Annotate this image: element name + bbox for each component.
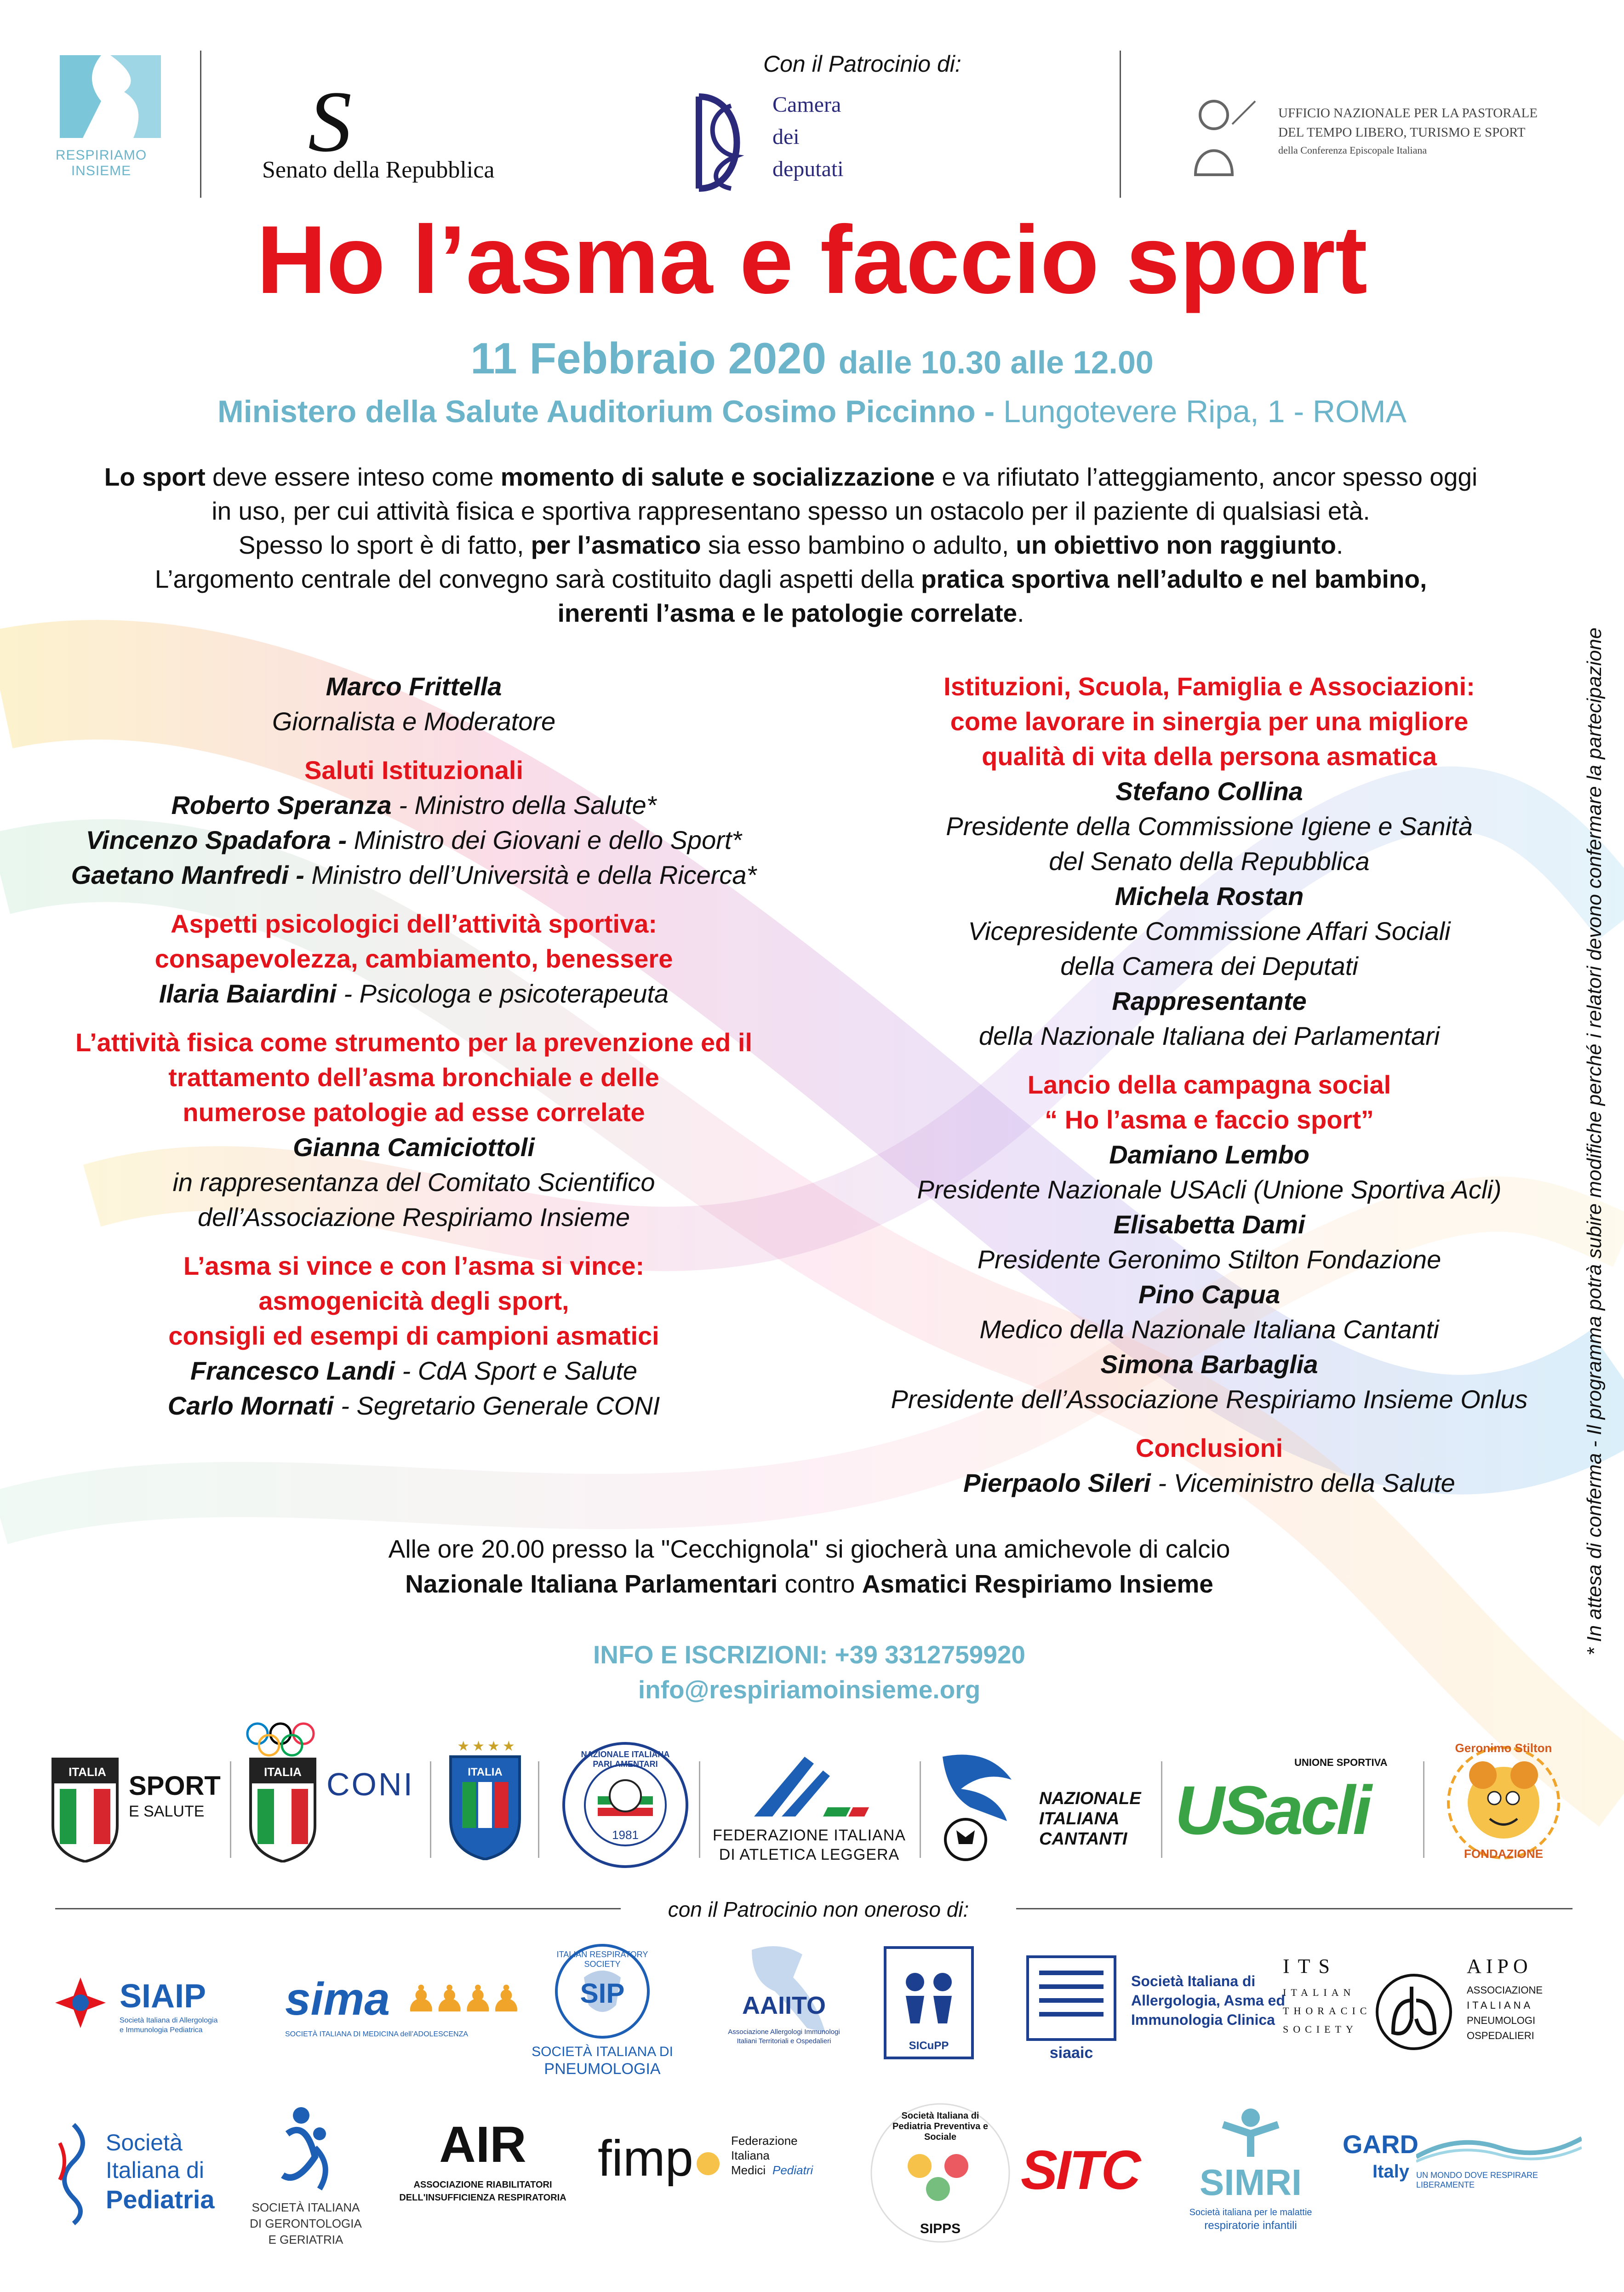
aaiito-sub-1: Associazione Allergologi Immunologi [728,2028,840,2036]
sponsor-divider [1161,1761,1162,1858]
dami-role: Presidente Geronimo Stilton Fondazione [977,1245,1441,1274]
speaker-sileri: Pierpaolo Sileri - Viceministro della Salute [963,1468,1455,1497]
aipo-line-2: ITALIANA [1467,2000,1533,2011]
air-label: AIR [439,2116,526,2173]
aaiito-sub-2: Italiani Territoriali e Ospedalieri [737,2037,831,2045]
speaker-speranza: Roberto Speranza - Ministro della Salute* [171,791,657,819]
sport-e-salute-italia: ITALIA [69,1765,106,1779]
patrons-row-1 [0,1931,1624,2083]
ufficio-line-1: UFFICIO NAZIONALE PER LA PASTORALE [1278,106,1538,120]
program-left [46,669,782,1423]
parlamentari-ring-text: NAZIONALE ITALIANA PARLAMENTARI [581,1750,670,1769]
aipo-lungs-icon [1375,1973,1453,2051]
siaaic-line-1: Società Italiana di [1131,1973,1256,1989]
sipps-logo [864,2097,1016,2253]
nazionale-parlamentari-logo [561,1741,690,1869]
evening-info [46,1531,1573,1601]
nazionale-cantanti-logo [933,1752,1154,1867]
air-line-2: DELL'INSUFFICIENZA RESPIRATORIA [399,2193,566,2203]
rappresentante-role: della Nazionale Italiana dei Parlamentari [978,1021,1440,1050]
event-time: dalle 10.30 alle 12.00 [838,344,1154,380]
sip-label: SIP [580,1978,625,2009]
capua-role: Medico della Nazionale Italiana Cantanti [979,1315,1439,1344]
speaker-baiardini: Ilaria Baiardini - Psicologa e psicoterapeuta [159,979,669,1008]
senato-s-icon: S [308,74,352,170]
olympic-rings-icon [244,1720,317,1757]
patronage-label: Con il Patrocinio di: [763,51,961,77]
speaker-landi: Francesco Landi - CdA Sport e Salute [190,1356,638,1385]
camera-logo [680,87,887,198]
speaker-rostan: Michela Rostan [1115,882,1304,911]
speaker-camiciottoli: Gianna Camiciottoli [293,1133,535,1162]
fidal-label-1: FEDERAZIONE ITALIANA [713,1827,906,1844]
cantanti-label-3: CANTANTI [1039,1829,1127,1849]
siaip-icon [51,1973,110,2033]
sipps-label: SIPPS [920,2221,961,2236]
venue-address: Lungotevere Ripa, 1 - ROMA [1003,394,1407,429]
sponsor-divider [430,1761,431,1858]
simri-figure-icon [1214,2106,1287,2161]
air-line-1: ASSOCIAZIONE RIABILITATORI [413,2180,552,2190]
event-day: 11 Febbraio 2020 [470,334,827,383]
senato-label: Senato della Repubblica [262,157,495,183]
siaaic-label: siaaic [1049,2044,1093,2062]
program-right [841,669,1577,1501]
sima-logo [285,1973,518,2065]
its-line-4: SOCIETY [1283,2023,1358,2035]
vince-heading-3: consigli ed esempi di campioni asmatici [168,1321,659,1350]
aaiito-logo [708,1941,860,2079]
non-oneroso-separator [55,1897,1573,1925]
its-line-2: ITALIAN [1283,1987,1355,1998]
siaip-sub-1: Società Italiana di Allergologia [120,2017,218,2024]
cantanti-label-2: ITALIANA [1039,1809,1120,1828]
contact-info [46,1637,1573,1707]
lembo-role: Presidente Nazionale USAcli (Unione Sportiva Acli) [917,1175,1502,1204]
event-date [0,331,1624,390]
coni-label: CONI [326,1766,414,1802]
sponsor-divider [230,1761,231,1858]
sima-sub: SOCIETÀ ITALIANA DI MEDICINA dell’ADOLESCENZA [285,2030,469,2038]
istituzioni-heading-2: come lavorare in sinergia per una migliore [950,707,1469,736]
intro-line-4: L’argomento centrale del convegno sarà costituito dagli aspetti della pratica sportiva nell’adulto e nel bambino, [154,565,1427,593]
collina-role-1: Presidente della Commissione Igiene e Sanità [946,812,1473,841]
sip-sub-1: SOCIETÀ ITALIANA DI [532,2044,673,2059]
siaaic-logo [1025,1954,1292,2074]
psico-heading-2: consapevolezza, cambiamento, benessere [154,944,673,973]
geronimo-top-label: Geronimo Stilton [1455,1741,1552,1755]
contact-email[interactable]: info@respiriamoinsieme.org [638,1675,981,1704]
intro-line-3: Spesso lo sport è di fatto, per l’asmatico sia esso bambino o adulto, un obiettivo non raggiunto. [238,531,1344,559]
fimp-line-1: Federazione [731,2134,798,2148]
sip-pediatria-logo [46,2115,221,2235]
respiriamo-logo-text: RESPIRIAMO INSIEME [55,148,147,178]
figc-italia: ITALIA [468,1766,503,1778]
speaker-rappresentante: Rappresentante [1112,986,1307,1015]
evening-line-1: Alle ore 20.00 presso la "Cecchignola" si giocherà una amichevole di calcio [388,1535,1230,1563]
usacli-logo [1170,1757,1418,1858]
sicupp-logo [883,1945,975,2079]
sip-pediatria-line-1: Società [106,2130,183,2155]
stars-icon: ★★★★ [457,1739,518,1754]
moderator-role: Giornalista e Moderatore [272,707,556,736]
sponsor-divider [1423,1761,1424,1858]
rostan-role-2: della Camera dei Deputati [1060,951,1358,980]
camera-label-3: deputati [772,157,844,181]
intro-line-2: in uso, per cui attività fisica e sportiva rappresentano spesso un ostacolo per il paziente di qualsiasi età. [212,497,1370,525]
senato-logo [257,74,543,198]
pediatria-figure-icon [46,2115,101,2226]
sponsors-row [0,1720,1624,1872]
lancio-heading-2: “ Ho l’asma e faccio sport” [1045,1105,1374,1134]
contact-phone: INFO E ISCRIZIONI: +39 3312759920 [593,1640,1026,1669]
non-oneroso-label: con il Patrocinio non oneroso di: [668,1897,969,1921]
attivita-heading-2: trattamento dell’asma bronchiale e delle [168,1063,659,1092]
header [0,0,1624,202]
sip-pediatria-line-2: Italiana di [106,2157,205,2183]
vince-heading-1: L’asma si vince e con l’asma si vince: [183,1251,645,1280]
speaker-barbaglia: Simona Barbaglia [1100,1350,1318,1379]
istituzioni-heading-1: Istituzioni, Scuola, Famiglia e Associazioni: [944,672,1475,701]
separator-line-right [1016,1908,1573,1909]
siaaic-line-2: Allergologia, Asma ed [1131,1992,1285,2009]
parlamentari-year: 1981 [612,1828,639,1842]
event-venue [0,391,1624,432]
simri-line-1: Società italiana per le malattie [1189,2207,1312,2218]
aaiito-label: AAIITO [742,1992,826,2019]
moderator-name: Marco Frittella [326,672,502,701]
its-line-3: THORACIC [1283,2005,1372,2017]
venue-name: Ministero della Salute Auditorium Cosimo Piccinno - [217,394,995,429]
conclusioni-heading: Conclusioni [1135,1433,1283,1462]
siaip-logo [51,1973,253,2065]
sip-ring-text: ITALIAN RESPIRATORY SOCIETY [556,1950,648,1969]
fisherman-statue-icon [1168,92,1260,184]
gard-wave-icon [1416,2129,1582,2166]
saluti-heading: Saluti Istituzionali [304,756,524,785]
geronimo-stilton-logo [1439,1738,1577,1872]
fimp-line-2: Italiana [731,2149,770,2162]
attivita-heading-1: L’attività fisica come strumento per la prevenzione ed il [75,1028,752,1057]
lancio-heading-1: Lancio della campagna social [1027,1070,1391,1099]
speaker-dami: Elisabetta Dami [1113,1210,1305,1239]
camera-label-2: dei [772,125,800,149]
aipo-label: AIPO [1467,1955,1533,1977]
siaip-label: SIAIP [120,1978,206,2015]
intro-line-5: inerenti l’asma e le patologie correlate. [557,599,1024,627]
sip-sub-2: PNEUMOLOGIA [544,2060,661,2078]
fimp-line-3: Medici [731,2163,766,2177]
sicupp-label: SICuPP [909,2040,949,2052]
sigg-line-3: E GERIATRIA [268,2233,343,2246]
fidal-label-2: DI ATLETICA LEGGERA [719,1846,900,1863]
camera-monogram-icon [680,87,763,198]
siaaic-line-3: Immunologia Clinica [1131,2011,1275,2028]
istituzioni-heading-3: qualità di vita della persona asmatica [982,742,1437,771]
rostan-role-1: Vicepresidente Commissione Affari Sociali [968,917,1451,945]
simri-logo [1168,2106,1333,2253]
speaker-mornati: Carlo Mornati - Segretario Generale CONI [167,1391,660,1420]
gard-label: GARD [1343,2130,1418,2159]
geronimo-bottom-label: FONDAZIONE [1464,1847,1543,1861]
speaker-capua: Pino Capua [1138,1280,1281,1309]
coni-italia: ITALIA [264,1765,302,1779]
sponsor-divider [538,1761,539,1858]
gard-italy: Italy [1372,2161,1410,2182]
simri-label: SIMRI [1199,2162,1302,2203]
side-note: * In attesa di conferma - Il programma potrà subire modifiche perché i relatori devono confermare la partecipazione [1583,627,1606,1656]
fimp-face-icon [697,2152,720,2175]
separator-line-left [55,1908,621,1909]
cantanti-label-1: NAZIONALE [1039,1789,1141,1808]
sigg-figures-icon [260,2102,352,2194]
sip-pneumologia-logo [520,1941,685,2079]
aipo-line-3: PNEUMOLOGI [1467,2015,1536,2026]
usacli-top-label: UNIONE SPORTIVA [1294,1757,1388,1768]
speaker-lembo: Damiano Lembo [1109,1140,1309,1169]
its-label: ITS [1283,1955,1338,1977]
sigg-line-1: SOCIETÀ ITALIANA [252,2200,360,2214]
sip-pediatria-line-3: Pediatria [106,2185,215,2214]
e-salute-label: E SALUTE [129,1803,205,1820]
sport-label: SPORT [129,1771,221,1801]
gard-motto: UN MONDO DOVE RESPIRARE LIBERAMENTE [1416,2171,1538,2189]
gard-logo [1343,2125,1582,2217]
simri-line-2: respiratorie infantili [1204,2219,1297,2232]
fimp-logo [598,2125,837,2217]
respiriamo-icon [55,51,166,143]
barbaglia-role: Presidente dell’Associazione Respiriamo Insieme Onlus [891,1385,1528,1414]
respiriamo-logo [55,51,166,189]
vince-heading-2: asmogenicità degli sport, [258,1286,569,1315]
evening-line-2: Nazionale Italiana Parlamentari contro Asmatici Respiriamo Insieme [405,1570,1213,1598]
intro-text [55,460,1527,630]
camera-label-1: Camera [772,92,841,117]
coni-logo [239,1720,423,1867]
collina-role-2: del Senato della Repubblica [1049,847,1370,876]
sigg-line-2: DI GERONTOLOGIA [250,2217,362,2230]
header-divider [1120,51,1121,198]
sponsor-divider [920,1761,921,1858]
speaker-manfredi: Gaetano Manfredi - Ministro dell’Università e della Ricerca* [71,860,757,889]
psico-heading-1: Aspetti psicologici dell’attività sportiva: [171,909,657,938]
fidal-logo [708,1748,910,1867]
sponsor-divider [699,1761,700,1858]
siaip-sub-2: e Immunologia Pediatrica [120,2026,203,2034]
sigg-logo [239,2102,372,2258]
usacli-label: USacli [1175,1771,1369,1849]
fidal-swoosh-icon [736,1748,874,1821]
sima-label: sima [285,1973,390,2025]
fimp-line-4: Pediatri [772,2163,813,2177]
speaker-spadafora: Vincenzo Spadafora - Ministro dei Giovani e dello Sport* [86,825,742,854]
figc-logo [448,1738,526,1867]
sipps-ring-text: Società Italiana di Pediatria Preventiva e Sociale [892,2111,988,2142]
header-divider [200,51,201,198]
aipo-line-4: OSPEDALIERI [1467,2030,1534,2041]
air-logo [382,2115,584,2244]
ufficio-line-2: DEL TEMPO LIBERO, TURISMO E SPORT [1278,125,1526,140]
its-aipo-logo [1283,1954,1559,2074]
fimp-label: fimp [598,2130,693,2187]
sitc-logo: SITC [1021,2139,1139,2201]
speaker-collina: Stefano Collina [1115,777,1303,806]
intro-line-1: Lo sport deve essere inteso come momento di salute e socializzazione e va rifiutato l’atteggiamento, ancor spesso oggi [104,463,1478,491]
ufficio-line-3: della Conferenza Episcopale Italiana [1278,144,1427,156]
sport-e-salute-logo [51,1757,225,1867]
sima-people-icon: ♟♟♟♟ [405,1978,518,2019]
ufficio-logo [1168,92,1609,193]
page-title: Ho l’asma e faccio sport [257,206,1367,314]
camiciottoli-role-1: in rappresentanza del Comitato Scientifico [172,1168,655,1197]
attivita-heading-3: numerose patologie ad esse correlate [183,1098,645,1127]
siaaic-icon [1025,1954,1117,2042]
patrons-row-2 [0,2097,1624,2281]
aipo-line-1: ASSOCIAZIONE [1467,1984,1543,1996]
camiciottoli-role-2: dell’Associazione Respiriamo Insieme [198,1203,630,1232]
cantanti-icon [933,1752,1025,1862]
